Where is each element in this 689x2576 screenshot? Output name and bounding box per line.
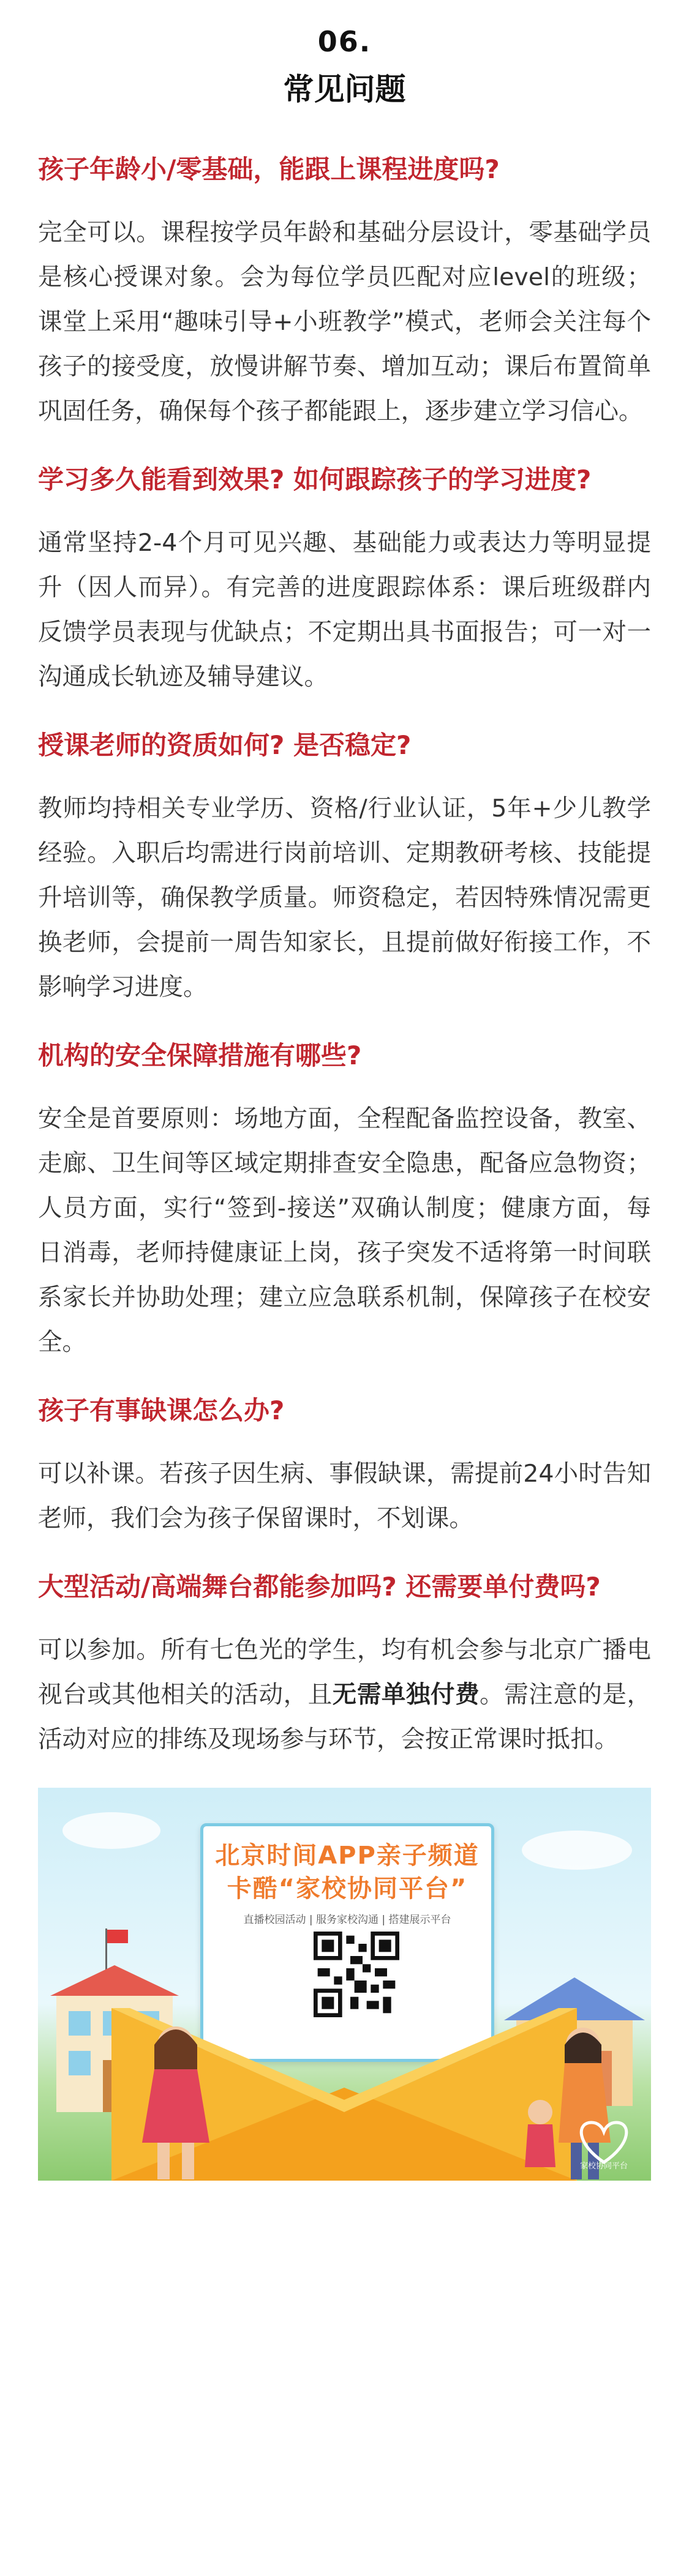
faq-item: [38, 142, 651, 452]
faq-answer: 完全可以。课程按学员年龄和基础分层设计，零基础学员是核心授课对象。会为每位学员匹配对应level的班级；课堂上采用“趣味引导+小班教学”模式，老师会关注每个孩子的接受度，放慢讲解节奏、增加互动；课后布置简单巩固任务，确保每个孩子都能跟上，逐步建立学习信心。: [38, 218, 651, 425]
faq-item: [38, 718, 651, 1028]
faq-item: [38, 1028, 651, 1383]
faq-answer-part: 。需注意的是，活动对应的排练及现场参与环节，会按正常课时抵扣。: [38, 1681, 651, 1753]
section-header: [0, 0, 689, 115]
section-title: 常见问题: [283, 72, 406, 107]
faq-answer: 通常坚持2-4个月可见兴趣、基础能力或表达力等明显提升（因人而异）。有完善的进度跟踪体系：课后班级群内反馈学员表现与优缺点；不定期出具书面报告；可一对一沟通成长轨迹及辅导建议。: [38, 529, 651, 691]
faq-item: [38, 1559, 651, 1780]
faq-question: 孩子年龄小/零基础，能跟上课程进度吗?: [38, 154, 500, 184]
cloud-shape: [522, 1831, 632, 1870]
promo-poster: [38, 1788, 651, 2181]
faq-item: [38, 452, 651, 718]
faq-answer: 教师均持相关专业学历、资格/行业认证，5年+少儿教学经验。入职后均需进行岗前培训、定期教研考核、技能提升培训等，确保教学质量。师资稳定，若因特殊情况需更换老师，会提前一周告知家长，且提前做好衔接工作，不影响学习进度。: [38, 794, 651, 1001]
section-number: 06.: [317, 25, 372, 58]
faq-answer: 可以补课。若孩子因生病、事假缺课，需提前24小时告知老师，我们会为孩子保留课时，不划课。: [38, 1460, 651, 1533]
faq-item: [38, 1383, 651, 1559]
faq-answer: [38, 1611, 651, 1780]
promo-subheadline: 卡酷“家校协同平台”: [227, 1875, 468, 1903]
teacher-illustration: [130, 2020, 222, 2181]
faq-question: 大型活动/高端舞台都能参加吗? 还需要单付费吗?: [38, 1572, 601, 1602]
promo-tagline: 直播校园活动 | 服务家校沟通 | 搭建展示平台: [243, 1914, 451, 1926]
faq-answer-emphasis: 无需单独付费: [332, 1681, 480, 1709]
faq-question: 孩子有事缺课怎么办?: [38, 1395, 285, 1425]
cloud-shape: [62, 1812, 160, 1849]
platform-logo-text: 家校协同平台: [579, 2162, 628, 2171]
qr-code-icon[interactable]: [314, 1932, 399, 2017]
faq-answer-part: 可以参加。所有七色光的学生，均有机会参与北京广播电视台或其他相关的活动，且: [38, 1636, 651, 1709]
faq-answer: 安全是首要原则：场地方面，全程配备监控设备，教室、走廊、卫生间等区域定期排查安全隐患，配备应急物资；人员方面，实行“签到-接送”双确认制度；健康方面，每日消毒，老师持健康证上岗，孩子突发不适将第一时间联系家长并协助处理；建立应急联系机制，保障孩子在校安全。: [38, 1105, 651, 1356]
faq-question: 机构的安全保障措施有哪些?: [38, 1040, 362, 1070]
faq-question: 授课老师的资质如何? 是否稳定?: [38, 730, 412, 760]
faq-question: 学习多久能看到效果? 如何跟踪孩子的学习进度?: [38, 465, 592, 495]
faq-list: [0, 142, 689, 1780]
promo-headline: 北京时间APP亲子频道: [215, 1842, 480, 1870]
